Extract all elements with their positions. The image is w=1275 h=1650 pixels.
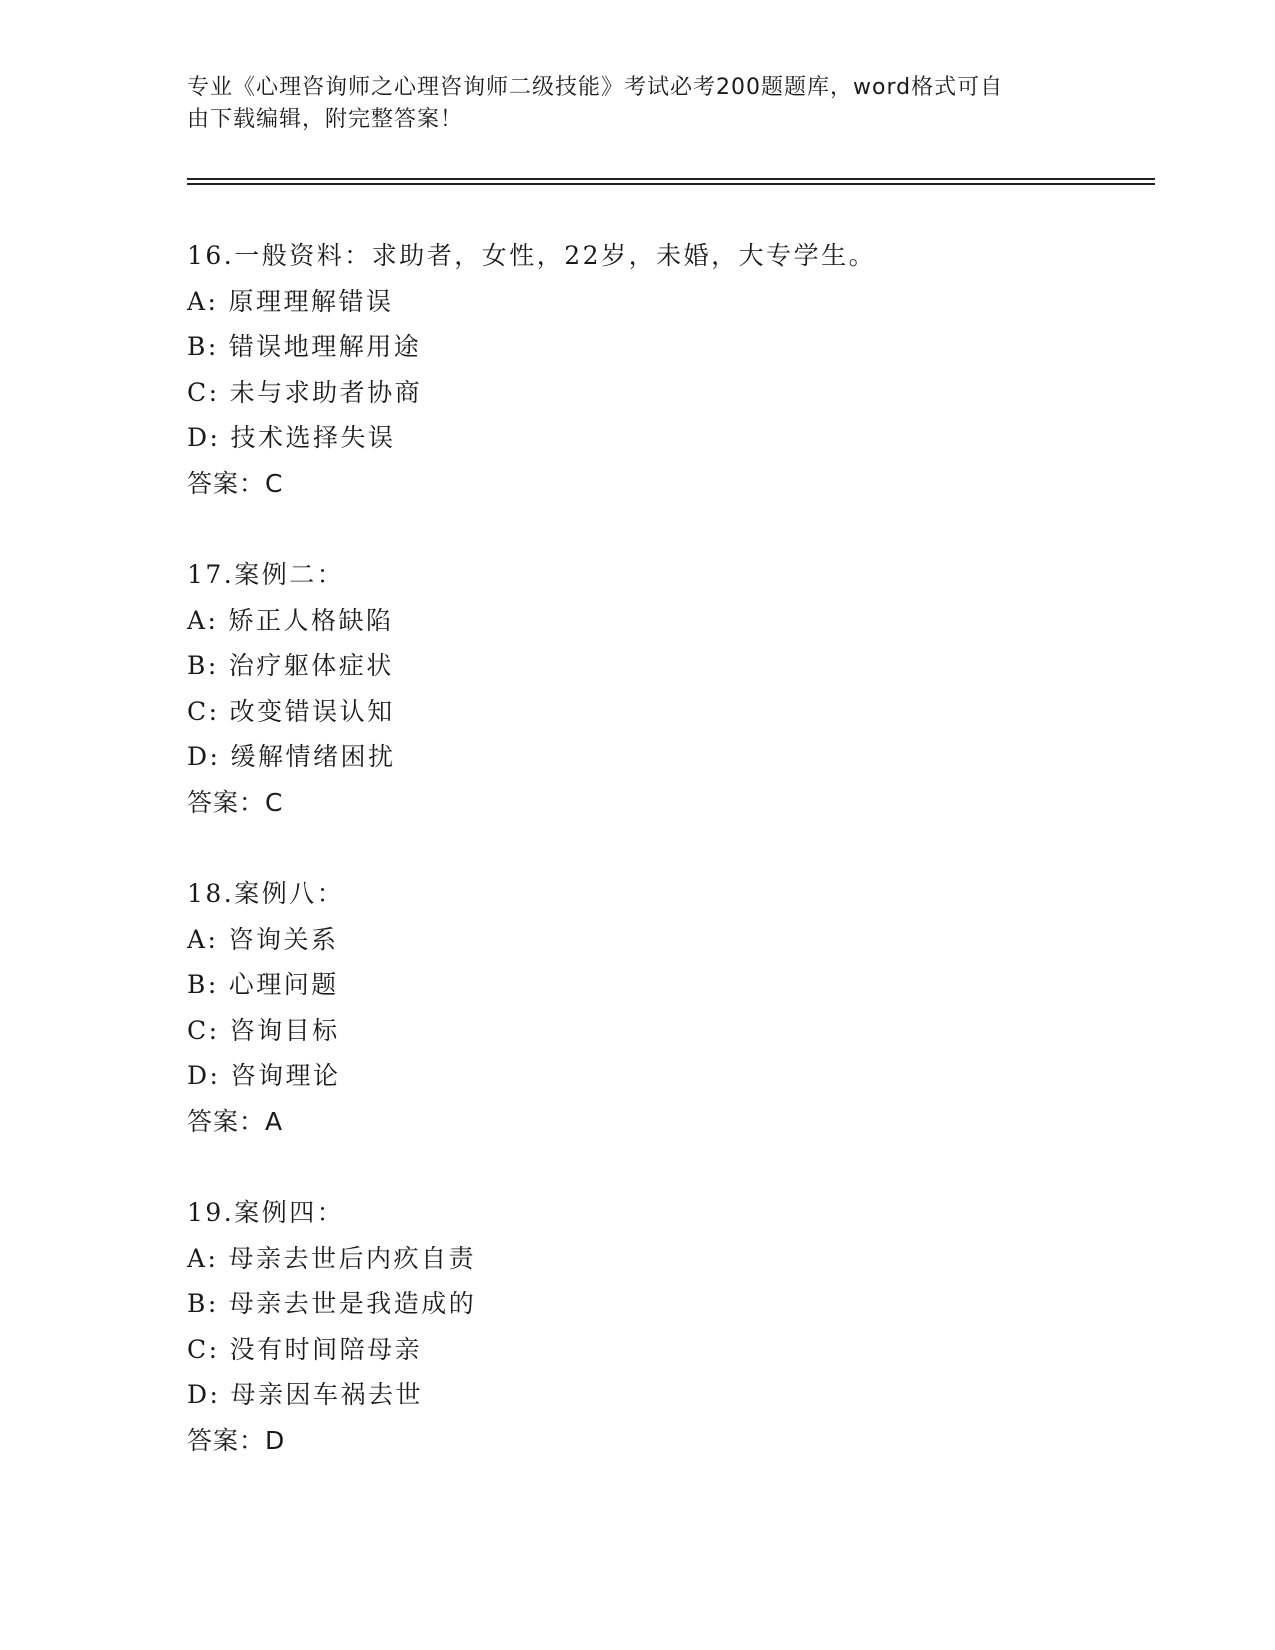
option-prefix: B: xyxy=(187,1289,219,1318)
answer: 答案：A xyxy=(187,1106,284,1136)
answer: 答案：C xyxy=(187,468,284,498)
option-a xyxy=(187,598,1147,644)
option-text: 咨询关系 xyxy=(228,924,339,954)
option-text: 没有时间陪母亲 xyxy=(229,1334,423,1364)
option-prefix: D: xyxy=(187,742,221,771)
question-list xyxy=(187,233,1147,1509)
question-stem: 17.案例二： xyxy=(187,560,345,589)
option-text: 未与求助者协商 xyxy=(229,377,423,407)
option-prefix: A: xyxy=(187,286,219,316)
option-d xyxy=(187,1372,1147,1418)
option-text: 母亲去世是我造成的 xyxy=(228,1289,477,1318)
option-text: 矫正人格缺陷 xyxy=(228,605,394,635)
option-text: 咨询目标 xyxy=(229,1015,340,1045)
answer: 答案：C xyxy=(187,787,284,817)
option-b xyxy=(187,962,1147,1008)
header-line-2: 由下载编辑，附完整答案！ xyxy=(187,107,464,132)
option-text: 咨询理论 xyxy=(230,1061,341,1090)
option-prefix: D: xyxy=(187,423,221,452)
option-prefix: D: xyxy=(187,1061,221,1090)
option-c xyxy=(187,1327,1147,1373)
option-text: 母亲去世后内疚自责 xyxy=(228,1243,476,1273)
option-prefix: B: xyxy=(187,332,219,361)
option-prefix: A: xyxy=(187,924,219,954)
option-text: 技术选择失误 xyxy=(230,423,396,452)
option-prefix: C: xyxy=(187,1015,220,1045)
question-18 xyxy=(187,871,1147,1144)
question-stem: 16.一般资料：求助者，女性，22岁，未婚，大专学生。 xyxy=(187,241,877,270)
option-text: 错误地理解用途 xyxy=(228,332,422,361)
option-prefix: C: xyxy=(187,377,220,407)
option-d xyxy=(187,734,1147,780)
question-stem: 18.案例八： xyxy=(187,879,345,908)
option-c xyxy=(187,370,1147,416)
option-text: 改变错误认知 xyxy=(229,696,395,726)
option-prefix: C: xyxy=(187,1334,220,1364)
option-c xyxy=(187,1008,1147,1054)
question-16 xyxy=(187,233,1147,506)
option-text: 母亲因车祸去世 xyxy=(230,1380,423,1409)
option-prefix: B: xyxy=(187,651,219,680)
option-c xyxy=(187,689,1147,735)
option-prefix: A: xyxy=(187,605,219,635)
option-d xyxy=(187,415,1147,461)
option-prefix: A: xyxy=(187,1243,219,1273)
option-d xyxy=(187,1053,1147,1099)
option-a xyxy=(187,279,1147,325)
option-a xyxy=(187,1236,1147,1282)
option-prefix: C: xyxy=(187,696,220,726)
option-text: 原理理解错误 xyxy=(228,286,394,316)
option-prefix: B: xyxy=(187,970,219,999)
option-b xyxy=(187,324,1147,370)
question-stem: 19.案例四： xyxy=(187,1198,345,1227)
option-b xyxy=(187,1281,1147,1327)
document-header xyxy=(187,72,1067,136)
question-19 xyxy=(187,1190,1147,1463)
option-text: 缓解情绪困扰 xyxy=(230,742,396,771)
option-text: 心理问题 xyxy=(228,970,339,999)
option-text: 治疗躯体症状 xyxy=(228,651,394,680)
option-prefix: D: xyxy=(187,1380,221,1409)
answer: 答案：D xyxy=(187,1425,286,1455)
header-divider-bottom xyxy=(187,183,1155,185)
option-a xyxy=(187,917,1147,963)
header-line-1: 专业《心理咨询师之心理咨询师二级技能》考试必考200题题库，word格式可自 xyxy=(187,75,1004,100)
header-divider-top xyxy=(187,178,1155,180)
question-17 xyxy=(187,552,1147,825)
option-b xyxy=(187,643,1147,689)
